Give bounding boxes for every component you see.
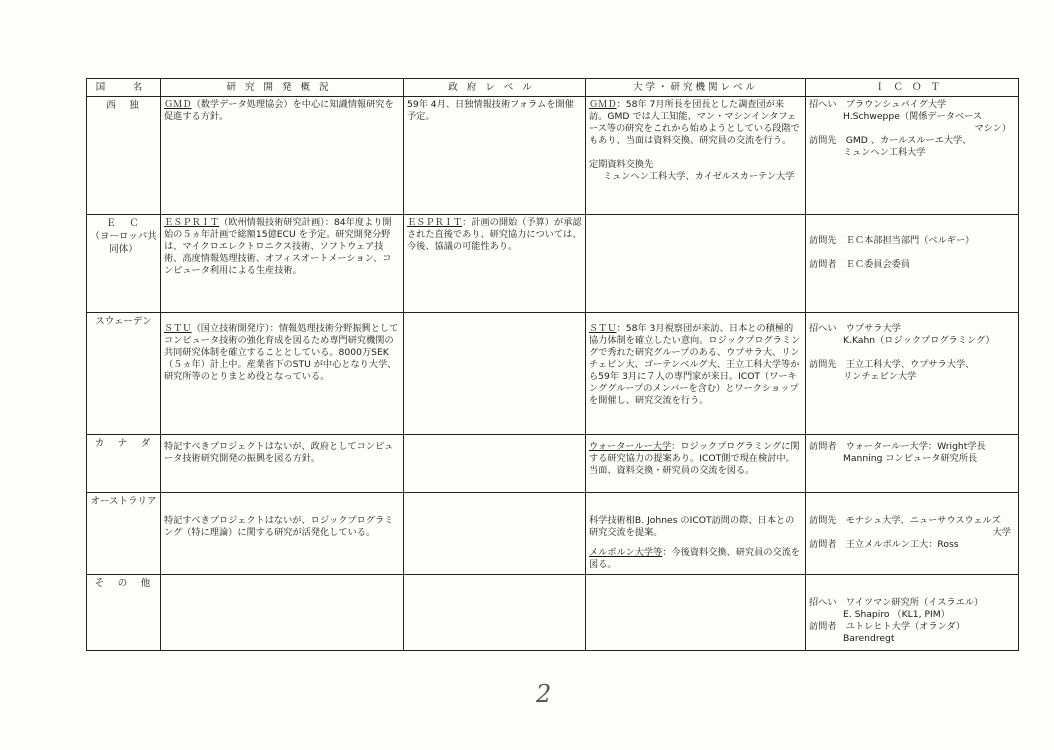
research-text: （欧州情報技術研究計画）：84年度より開始の５ヵ年計画で総額15億ECU を予定。研究開発分野は、マイクロエレクトロニクス技術、ソフトウェア技術、高度情報処理技術、オフィスオートメーション、コンピュータ利用による生産技術。	[164, 217, 392, 276]
page-number: 2	[536, 680, 552, 708]
icot-text: 王立メルボルン工大：Ross	[845, 539, 959, 550]
research-text: 特記すべきプロジェクトはないが、政府としてコンピュータ技術研究開発の振興を図る方針。	[164, 441, 394, 464]
research-cell	[161, 435, 404, 493]
icot-label: 訪問先	[809, 235, 837, 246]
icot-label: 訪問者	[809, 441, 837, 452]
country-cell: スウェーデン	[87, 313, 161, 435]
icot-sub: Barendregt	[843, 633, 895, 644]
research-cell	[161, 575, 404, 651]
country-subtitle: （ヨーロッパ共同体）	[90, 231, 157, 255]
icot-text: ＥＣ委員会委員	[845, 259, 911, 270]
icot-text: GMD 、カールスルーエ大学、	[845, 135, 972, 146]
university-cell	[586, 313, 806, 435]
icot-sub: H.Schweppe（関係データベース	[843, 111, 983, 122]
research-cell	[161, 313, 404, 435]
icot-label: 訪問先	[809, 359, 837, 370]
university-cell	[586, 493, 806, 575]
icot-sub: E. Shapiro （KL1, PIM）	[843, 609, 950, 620]
exchange-label: 定期資料交換先	[589, 159, 654, 170]
org-name: ＧＭＤ	[589, 99, 617, 110]
row-sweden	[87, 313, 1019, 435]
org-name: ＳＴＵ	[164, 323, 192, 334]
government-text: 59年 4月、日独情報技術フォラムを開催予定。	[407, 99, 574, 122]
university-text: ：58年 3月視察団が来訪、日本との積極的協力体制を確立したい意向。ロジックプログラミングで秀れた研究グループのある、ウプサラ大、リンチェピン大、ゴーテンベルグ大、王立工科大学等から59年 3月に７人の専門家が来日。ICOT（ワーキンググループのメンバーを含む）とワークショップを開催し、研究交流を行う。	[589, 323, 801, 406]
country-cell: そ の 他	[87, 575, 161, 651]
icot-text: ブラウンシュバイグ大学	[845, 99, 947, 110]
icot-label: 訪問先	[809, 515, 837, 526]
icot-cell	[806, 313, 1019, 435]
icot-sub: マシン）	[974, 123, 1011, 134]
icot-label: 招へい	[809, 99, 837, 110]
government-cell	[404, 313, 586, 435]
org-name: ＳＴＵ	[589, 323, 617, 334]
icot-label: 招へい	[809, 323, 837, 334]
country-cell: 西 独	[87, 97, 161, 215]
org-name: メルボルン大学等	[589, 547, 663, 558]
university-text: 科学技術相B. Johnes のICOT訪問の際、日本との研究交流を提案。	[589, 515, 795, 538]
icot-label: 訪問先	[809, 135, 837, 146]
icot-label: 訪問者	[809, 539, 837, 550]
icot-text: ＥＣ本部担当部門（ベルギー）	[845, 235, 975, 246]
icot-cell	[806, 435, 1019, 493]
university-cell	[586, 435, 806, 493]
university-cell	[586, 97, 806, 215]
comparison-table	[86, 78, 1019, 651]
government-cell	[404, 575, 586, 651]
research-text: （国立技術開発庁）：情報処理技術分野振興としてコンピュータ技術の強化育成を図るため専門研究機関の共同研究体制を確立することとしている。8000万SEK（５ヵ年）計上中。産業省下のSTU が中心となり大学、研究所等のとりまとめ役となっている。	[164, 323, 399, 382]
government-cell	[404, 435, 586, 493]
icot-text: ワイツマン研究所（イスラエル）	[845, 597, 984, 608]
university-text: ：58年 7月所長を団長とした調査団が来訪。GMD では人工知能、マン・マシンインタフェース等の研究をこれから始めようとしている段階でもあり、当面は資料交換、研究員の交流を行う。	[589, 99, 800, 146]
icot-sub: 大学	[992, 527, 1011, 538]
country-name: Ｅ Ｃ	[106, 218, 141, 229]
research-cell	[161, 493, 404, 575]
government-cell	[404, 97, 586, 215]
icot-text: モナシュ大学、ニューサウスウェルズ	[845, 515, 1001, 526]
research-cell	[161, 215, 404, 313]
header-research: 研究開発概況	[161, 79, 404, 97]
university-text: ：今後資料交換、研究員の交流を図る。	[589, 547, 801, 570]
icot-label: 招へい	[809, 597, 837, 608]
icot-label: 訪問者	[809, 259, 837, 270]
org-name: ウォータールー大学	[589, 441, 672, 452]
icot-cell	[806, 575, 1019, 651]
header-row	[87, 79, 1019, 97]
research-cell	[161, 97, 404, 215]
icot-cell	[806, 97, 1019, 215]
university-cell	[586, 215, 806, 313]
row-ec	[87, 215, 1019, 313]
government-text: ：計画の開始（予算）が承認された直後であり、研究協力については、今後、協議の可能性あり。	[407, 217, 582, 252]
header-university: 大学・研究機関レベル	[586, 79, 806, 97]
university-cell	[586, 575, 806, 651]
government-cell	[404, 215, 586, 313]
icot-sub: リンチェピン大学	[843, 371, 917, 382]
row-west-germany	[87, 97, 1019, 215]
icot-text: 王立工科大学、ウプサラ大学、	[845, 359, 975, 370]
icot-label: 訪問者	[809, 621, 837, 632]
icot-sub: Manning コンピュータ研究所長	[843, 453, 978, 464]
header-country: 国 名	[87, 79, 161, 97]
icot-text: ユトレヒト大学（オランダ）	[845, 621, 966, 632]
org-name: ＥＳＰＲＩＴ	[407, 217, 463, 228]
icot-sub: ミュンヘン工科大学	[843, 147, 926, 158]
university-text: ：ロジックプログラミングに関する研究協力の提案あり。ICOT側で現在検討中。当面、資料交換・研究員の交流を図る。	[589, 441, 800, 476]
research-text: 特記すべきプロジェクトはないが、ロジックプログラミング（特に理論）に関する研究が活発化している。	[164, 515, 394, 538]
org-name: ＧＭＤ	[164, 99, 192, 110]
country-cell: オーストラリア	[87, 493, 161, 575]
research-text: （数学データ処理協会）を中心に知識情報研究を促進する方針。	[164, 99, 394, 122]
icot-sub: K.Kahn（ロジックプログラミング）	[843, 335, 995, 346]
row-australia	[87, 493, 1019, 575]
government-cell	[404, 493, 586, 575]
row-canada	[87, 435, 1019, 493]
icot-text: ウォータールー大学：Wright学長	[845, 441, 986, 452]
country-cell: カ ナ ダ	[87, 435, 161, 493]
row-others	[87, 575, 1019, 651]
exchange-text: ミュンヘン工科大学、カイゼルスカーテン大学	[603, 171, 795, 182]
org-name: ＥＳＰＲＩＴ	[164, 217, 220, 228]
header-icot: ＩＣＯＴ	[806, 79, 1019, 97]
country-cell	[87, 215, 161, 313]
icot-cell	[806, 215, 1019, 313]
header-government: 政府レベル	[404, 79, 586, 97]
icot-cell	[806, 493, 1019, 575]
icot-text: ウプサラ大学	[845, 323, 901, 334]
